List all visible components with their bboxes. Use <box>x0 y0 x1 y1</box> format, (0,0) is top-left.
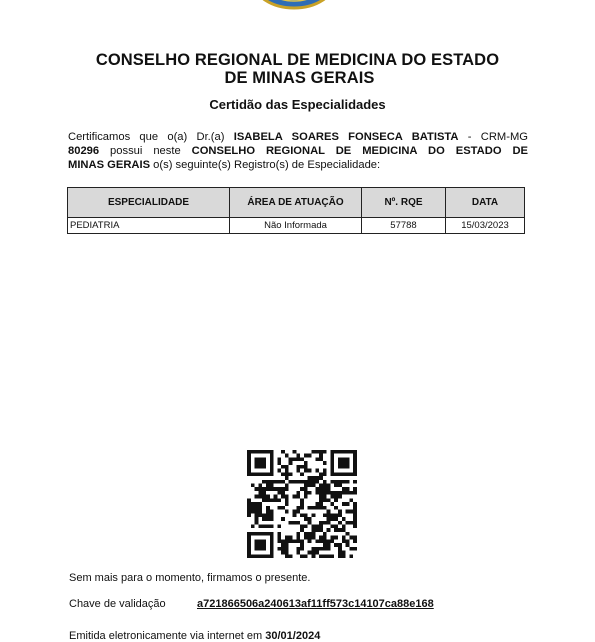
closing-text: Sem mais para o momento, firmamos o presente. <box>69 572 311 584</box>
table-header-row <box>68 188 525 218</box>
specialties-table <box>67 187 525 234</box>
emission-date: 30/01/2024 <box>265 630 321 642</box>
header-data: DATA <box>446 188 525 218</box>
doctor-name: ISABELA SOARES FONSECA BATISTA <box>233 131 459 143</box>
page-title-line1: CONSELHO REGIONAL DE MEDICINA DO ESTADO <box>95 51 500 69</box>
cell-rqe: 57788 <box>362 218 446 234</box>
crm-label: - CRM-MG <box>458 131 528 143</box>
intro-text: Certificamos que o(a) Dr.(a) <box>68 131 234 143</box>
header-especialidade: ESPECIALIDADE <box>68 188 230 218</box>
paragraph-line-1 <box>68 130 528 144</box>
header-rqe: Nº. RQE <box>362 188 446 218</box>
paragraph-line-2 <box>68 144 528 158</box>
page-title-line2: DE MINAS GERAIS <box>224 69 375 87</box>
emission-text: Emitida eletronicamente via internet em <box>69 630 266 642</box>
validation-key-value: a721866506a240613af11ff573c14107ca88e168 <box>197 598 434 610</box>
registry-text: o(s) seguinte(s) Registro(s) de Especialidade: <box>150 159 381 171</box>
cell-area-atuacao: Não Informada <box>230 218 362 234</box>
validation-qr-code <box>247 450 357 558</box>
possession-text: possui neste <box>99 145 192 157</box>
emission-statement <box>69 630 320 642</box>
header-area-atuacao: ÁREA DE ATUAÇÃO <box>230 188 362 218</box>
certification-paragraph <box>68 130 528 172</box>
document-subtitle: Certidão das Especialidades <box>209 97 386 112</box>
table-row <box>68 218 525 234</box>
cell-especialidade: PEDIATRIA <box>68 218 230 234</box>
council-seal <box>252 0 336 10</box>
validation-key-label: Chave de validação <box>69 598 166 610</box>
council-name-part1: CONSELHO REGIONAL DE MEDICINA DO ESTADO DE <box>191 145 528 157</box>
paragraph-line-3 <box>68 158 528 172</box>
cell-data: 15/03/2023 <box>446 218 525 234</box>
council-name-part2: MINAS GERAIS <box>68 159 151 171</box>
crm-number: 80296 <box>68 145 100 157</box>
